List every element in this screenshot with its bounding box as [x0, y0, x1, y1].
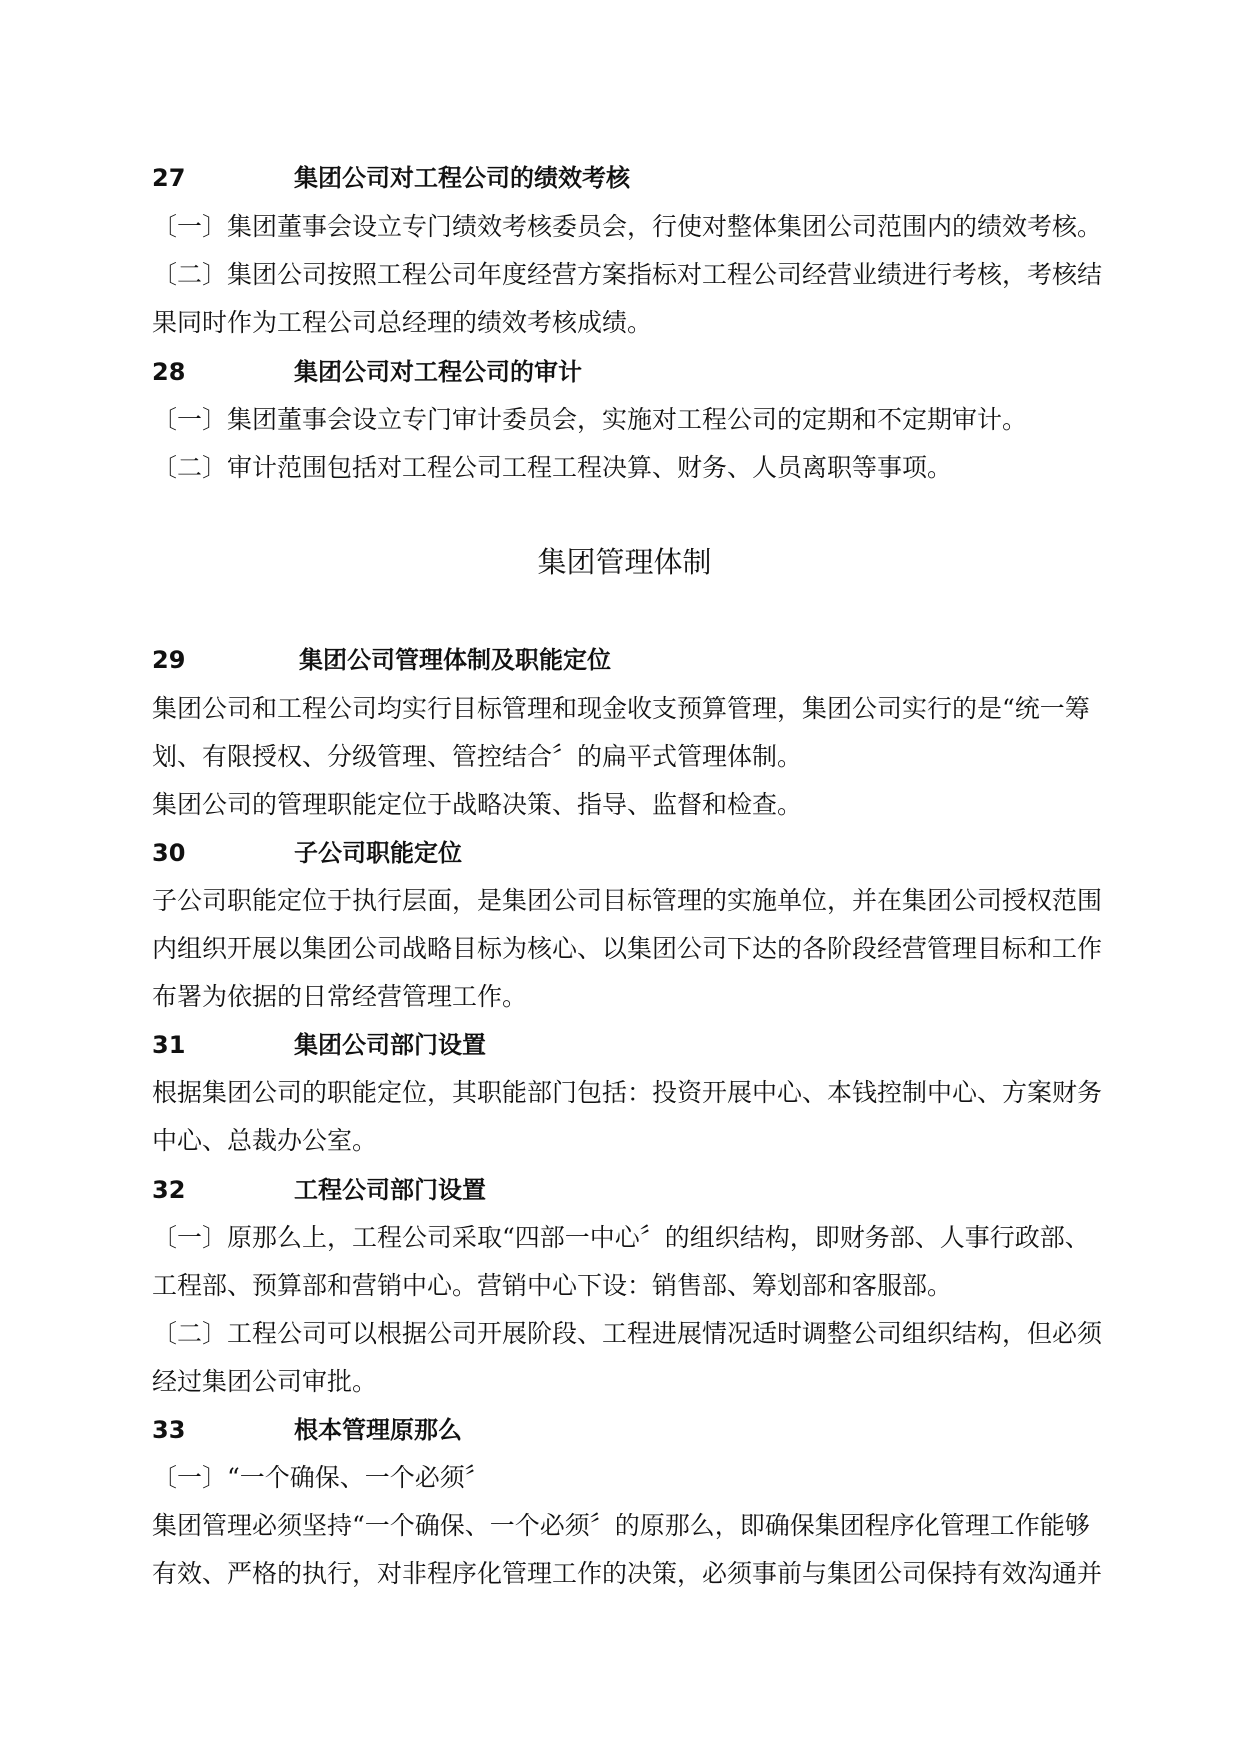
article-number: 33: [152, 1416, 186, 1444]
article-number: 31: [152, 1031, 186, 1059]
article-heading-31: [152, 1028, 486, 1062]
article-title: 集团公司部门设置: [294, 1031, 486, 1059]
article-title: 工程公司部门设置: [294, 1176, 486, 1204]
article-heading-29: [152, 643, 611, 677]
article-number: 32: [152, 1176, 186, 1204]
article-heading-27: [152, 161, 630, 195]
paragraph-line: 集团公司的管理职能定位于战略决策、指导、监督和检查。: [152, 790, 803, 819]
article-number: 30: [152, 839, 186, 867]
paragraph-line: 有效、严格的执行，对非程序化管理工作的决策，必须事前与集团公司保持有效沟通并: [152, 1559, 1103, 1588]
paragraph-line: 果同时作为工程公司总经理的绩效考核成绩。: [152, 308, 653, 337]
article-title: 根本管理原那么: [294, 1416, 462, 1444]
paragraph-line: 划、有限授权、分级管理、管控结合〞的扁平式管理体制。: [152, 742, 803, 771]
article-heading-30: [152, 836, 462, 870]
paragraph-line: 工程部、预算部和营销中心。营销中心下设：销售部、筹划部和客服部。: [152, 1271, 953, 1300]
paragraph-line: 集团管理必须坚持“一个确保、一个必须〞的原那么，即确保集团程序化管理工作能够: [152, 1511, 1090, 1540]
paragraph-line: 根据集团公司的职能定位，其职能部门包括：投资开展中心、本钱控制中心、方案财务: [152, 1078, 1103, 1107]
article-title: 子公司职能定位: [294, 839, 462, 867]
article-heading-32: [152, 1173, 486, 1207]
article-number: 28: [152, 358, 186, 386]
article-heading-33: [152, 1413, 462, 1447]
article-title: 集团公司对工程公司的绩效考核: [294, 164, 630, 192]
article-title: 集团公司对工程公司的审计: [294, 358, 582, 386]
paragraph-line: 集团公司和工程公司均实行目标管理和现金收支预算管理，集团公司实行的是“统一筹: [152, 694, 1090, 723]
paragraph-line: 子公司职能定位于执行层面，是集团公司目标管理的实施单位，并在集团公司授权范围: [152, 886, 1103, 915]
paragraph-line: 〔二〕集团公司按照工程公司年度经营方案指标对工程公司经营业绩进行考核，考核结: [152, 260, 1103, 289]
paragraph-line: 内组织开展以集团公司战略目标为核心、以集团公司下达的各阶段经营管理目标和工作: [152, 934, 1103, 963]
paragraph-line: 布署为依据的日常经营管理工作。: [152, 982, 528, 1011]
paragraph-line: 〔一〕“一个确保、一个必须〞: [152, 1463, 490, 1492]
paragraph-line: 〔一〕原那么上，工程公司采取“四部一中心〞的组织结构，即财务部、人事行政部、: [152, 1223, 1090, 1252]
paragraph-line: 经过集团公司审批。: [152, 1367, 378, 1396]
article-title: 集团公司管理体制及职能定位: [299, 646, 611, 674]
article-heading-28: [152, 355, 582, 389]
document-page: [152, 0, 1103, 1754]
paragraph-line: 〔二〕工程公司可以根据公司开展阶段、工程进展情况适时调整公司组织结构，但必须: [152, 1319, 1103, 1348]
paragraph-line: 中心、总裁办公室。: [152, 1126, 378, 1155]
section-title: 集团管理体制: [537, 545, 712, 579]
paragraph-line: 〔二〕审计范围包括对工程公司工程工程决算、财务、人员离职等事项。: [152, 453, 953, 482]
article-number: 29: [152, 646, 186, 674]
article-number: 27: [152, 164, 186, 192]
paragraph-line: 〔一〕集团董事会设立专门绩效考核委员会，行使对整体集团公司范围内的绩效考核。: [152, 212, 1103, 241]
paragraph-line: 〔一〕集团董事会设立专门审计委员会，实施对工程公司的定期和不定期审计。: [152, 405, 1028, 434]
